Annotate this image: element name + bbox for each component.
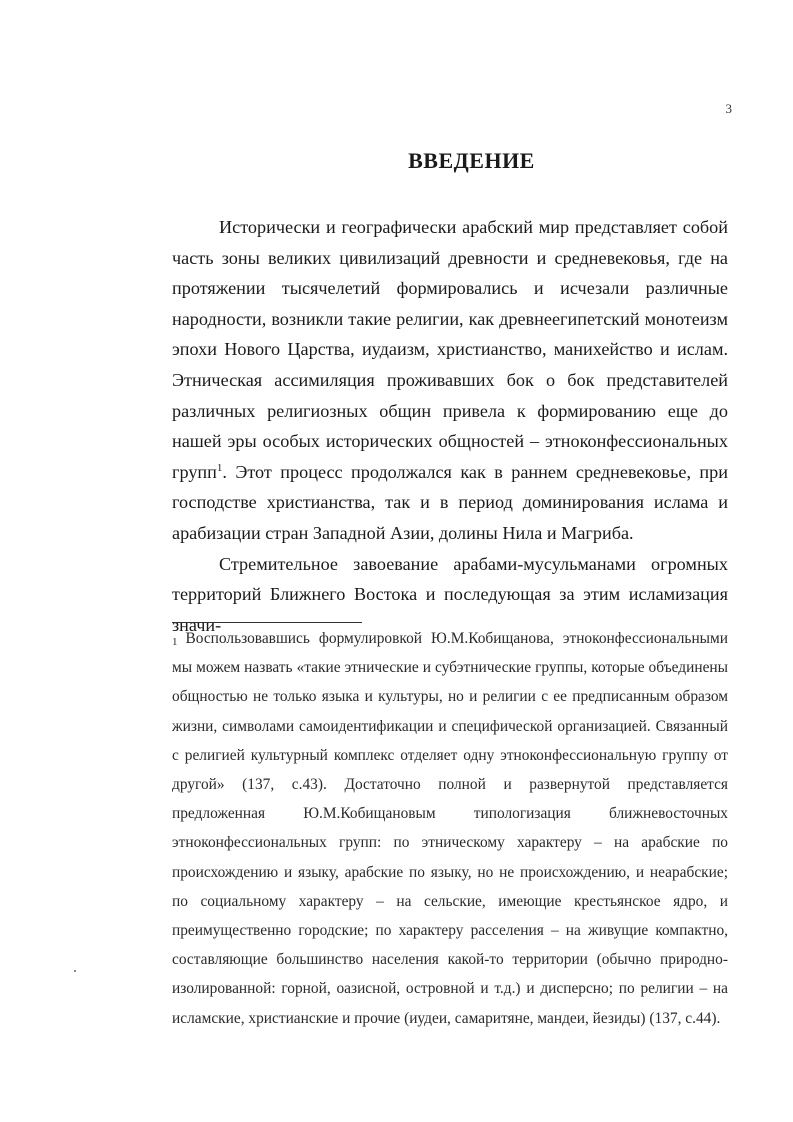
paragraph-2: Стремительное завоевание арабами-мусульманами огромных территорий Ближнего Востока и последующая за этим исламизация значи- <box>172 553 728 635</box>
footnote <box>172 624 728 1033</box>
footnote-reference: 1 <box>216 461 223 474</box>
paragraph-1-text-end: . Этот процесс продолжался как в раннем средневековье, при господстве христианства, так и в период доминирования ислама и арабизации стран Западной Азии, долины Нила и Магриба. <box>172 461 728 543</box>
page-number: 3 <box>725 101 732 116</box>
main-text <box>172 212 728 640</box>
footnote-paragraph <box>172 624 728 1033</box>
footnote-separator <box>172 622 362 623</box>
scan-artifact-dot <box>74 970 76 972</box>
footnote-text: Воспользовавшись формулировкой Ю.М.Кобищанова, этноконфессиональными мы можем назвать «такие этнические и субэтнические группы, которые объединены общностью не только языка и культуры, но и религии с ее предписанным образом жизни, символами самоидентификации и специфической организацией. Связанный с религией культурный комплекс отделяет одну этноконфессиональную группу от другой» (137, с.43). Достаточно полной и развернутой представляется предложенная Ю.М.Кобищановым типологизация ближневосточных этноконфессиональных групп: по этническому характеру – на арабские по происхождению и языку, арабские по языку, но не происхождению, и неарабские; по социальному характеру – на сельские, имеющие крестьянское ядро, и преимущественно городские; по характеру расселения – на живущие компактно, составляющие большинство населения какой-то территории (обычно природно-изолированной: горной, оазисной, островной и т.д.) и дисперсно; по религии – на исламские, христианские и прочие (иудеи, самаритяне, мандеи, йезиды) (137, с.44). <box>172 630 728 1027</box>
paragraph-1-text-start: Исторически и географически арабский мир представляет собой часть зоны великих цивилизаций древности и средневековья, где на протяжении тысячелетий формировались и исчезали различные народности, возникли такие религии, как древнеегипетский монотеизм эпохи Нового Царства, иудаизм, христианство, манихейство и ислам. Этническая ассимиляция проживавших бок о бок представителей различных религиозных общин привела к формированию еще до нашей эры особых исторических общностей – этноконфессиональных групп <box>172 217 728 482</box>
paragraph-1 <box>172 212 728 549</box>
footnote-mark: 1 <box>172 636 178 648</box>
page-title: ВВЕДЕНИЕ <box>408 148 535 173</box>
